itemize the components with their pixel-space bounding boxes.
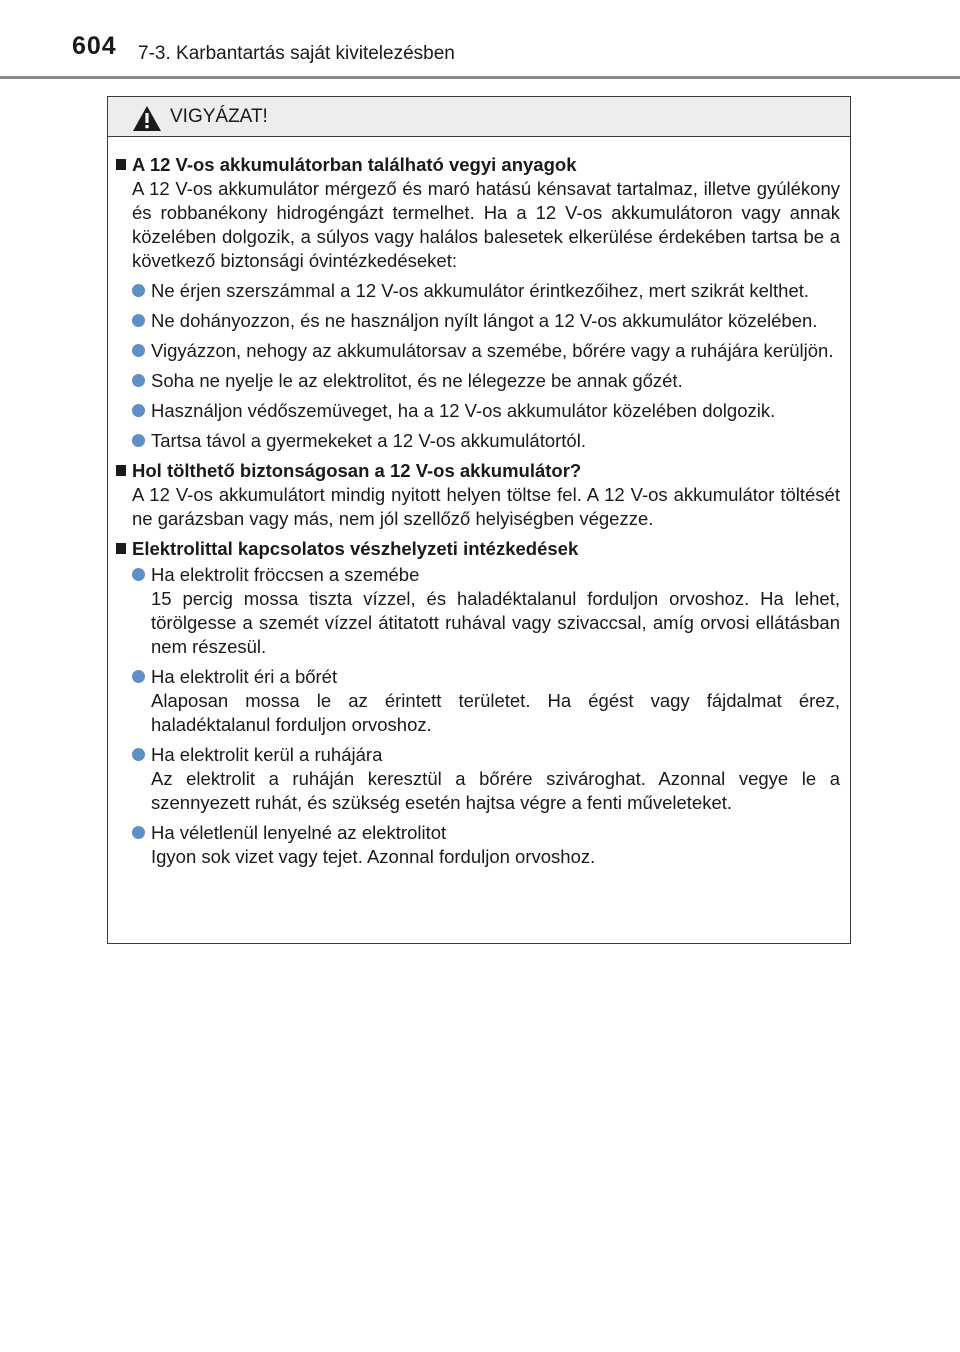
section-heading-text: Hol tölthető biztonságosan a 12 V-os akkumulátor? xyxy=(132,460,582,481)
list-item-title: Ha véletlenül lenyelné az elektrolitot xyxy=(151,822,447,843)
list-item-text: Ne érjen szerszámmal a 12 V-os akkumulátor érintkezőihez, mert szikrát kelthet. xyxy=(151,280,810,301)
list-item xyxy=(132,563,840,659)
list-item xyxy=(132,821,840,869)
list-item xyxy=(132,309,840,333)
section-heading xyxy=(116,537,840,561)
list-item-content xyxy=(151,821,840,869)
list-item-title: Ha elektrolit fröccsen a szemébe xyxy=(151,564,420,585)
circle-bullet-icon xyxy=(132,344,145,357)
list-item xyxy=(132,369,840,393)
section-heading xyxy=(116,153,840,177)
list-item-text: Használjon védőszemüveget, ha a 12 V-os akkumulátor közelében dolgozik. xyxy=(151,400,776,421)
square-bullet-icon xyxy=(116,465,126,476)
list-item-text: Igyon sok vizet vagy tejet. Azonnal forduljon orvoshoz. xyxy=(151,846,596,867)
list-item-text: Tartsa távol a gyermekeket a 12 V-os akkumulátortól. xyxy=(151,430,586,451)
circle-bullet-icon xyxy=(132,284,145,297)
section-heading xyxy=(116,459,840,483)
page-number: 604 xyxy=(72,32,117,60)
circle-bullet-icon xyxy=(132,748,145,761)
circle-bullet-icon xyxy=(132,568,145,581)
circle-bullet-icon xyxy=(132,434,145,447)
section-charging-location xyxy=(116,459,840,531)
circle-bullet-icon xyxy=(132,826,145,839)
warning-triangle-icon xyxy=(132,105,162,132)
list-item-text: Az elektrolit a ruháján keresztül a bőrére szivároghat. Azonnal vegye le a szennyezett ruhát, és szükség esetén hajtsa végre a fenti műveleteket. xyxy=(151,768,840,813)
circle-bullet-icon xyxy=(132,314,145,327)
list-item-content xyxy=(151,665,840,737)
list-item xyxy=(132,279,840,303)
bullet-list xyxy=(132,563,840,869)
list-item-text: 15 percig mossa tiszta vízzel, és haladéktalanul forduljon orvoshoz. Ha lehet, törölgesse a szemét vízzel átitatott ruhával vagy szivaccsal, amíg orvosi ellátásban nem részesül. xyxy=(151,588,840,657)
list-item-text: Soha ne nyelje le az elektrolitot, és ne lélegezze be annak gőzét. xyxy=(151,370,683,391)
list-item xyxy=(132,665,840,737)
caution-header xyxy=(108,97,850,137)
list-item-text: Ne dohányozzon, és ne használjon nyílt lángot a 12 V-os akkumulátor közelében. xyxy=(151,310,818,331)
bullet-list xyxy=(132,279,840,453)
section-heading-text: Elektrolittal kapcsolatos vészhelyzeti intézkedések xyxy=(132,538,579,559)
list-item-title: Ha elektrolit kerül a ruhájára xyxy=(151,744,383,765)
section-text: A 12 V-os akkumulátor mérgező és maró hatású kénsavat tartalmaz, illetve gyúlékony és robbanékony hidrogéngázt termelhet. Ha a 12 V-os akkumulátoron vagy annak közelében dolgozik, a súlyos vagy halálos balesetek elkerülése érdekében tartsa be a következő biztonsági óvintézkedéseket: xyxy=(132,178,840,271)
caution-body xyxy=(108,137,850,869)
header-rule xyxy=(0,76,960,79)
section-heading-text: A 12 V-os akkumulátorban található vegyi anyagok xyxy=(132,154,577,175)
list-item-content xyxy=(151,743,840,815)
section-chemicals xyxy=(116,153,840,453)
list-item-text: Alaposan mossa le az érintett területet. Ha égést vagy fájdalmat érez, haladéktalanul forduljon orvoshoz. xyxy=(151,690,840,735)
caution-box xyxy=(107,96,851,944)
square-bullet-icon xyxy=(116,543,126,554)
caution-title: VIGYÁZAT! xyxy=(170,106,268,127)
circle-bullet-icon xyxy=(132,374,145,387)
circle-bullet-icon xyxy=(132,670,145,683)
list-item xyxy=(132,743,840,815)
list-item xyxy=(132,339,840,363)
circle-bullet-icon xyxy=(132,404,145,417)
list-item xyxy=(132,399,840,423)
list-item xyxy=(132,429,840,453)
section-emergency xyxy=(116,537,840,869)
square-bullet-icon xyxy=(116,159,126,170)
section-text: A 12 V-os akkumulátort mindig nyitott helyen töltse fel. A 12 V-os akkumulátor töltését ne garázsban vagy más, nem jól szellőző helyiségben végezze. xyxy=(132,484,840,529)
chapter-title: 7-3. Karbantartás saját kivitelezésben xyxy=(138,43,455,64)
list-item-content xyxy=(151,563,840,659)
page-header xyxy=(0,0,960,80)
list-item-text: Vigyázzon, nehogy az akkumulátorsav a szemébe, bőrére vagy a ruhájára kerüljön. xyxy=(151,340,834,361)
list-item-title: Ha elektrolit éri a bőrét xyxy=(151,666,338,687)
